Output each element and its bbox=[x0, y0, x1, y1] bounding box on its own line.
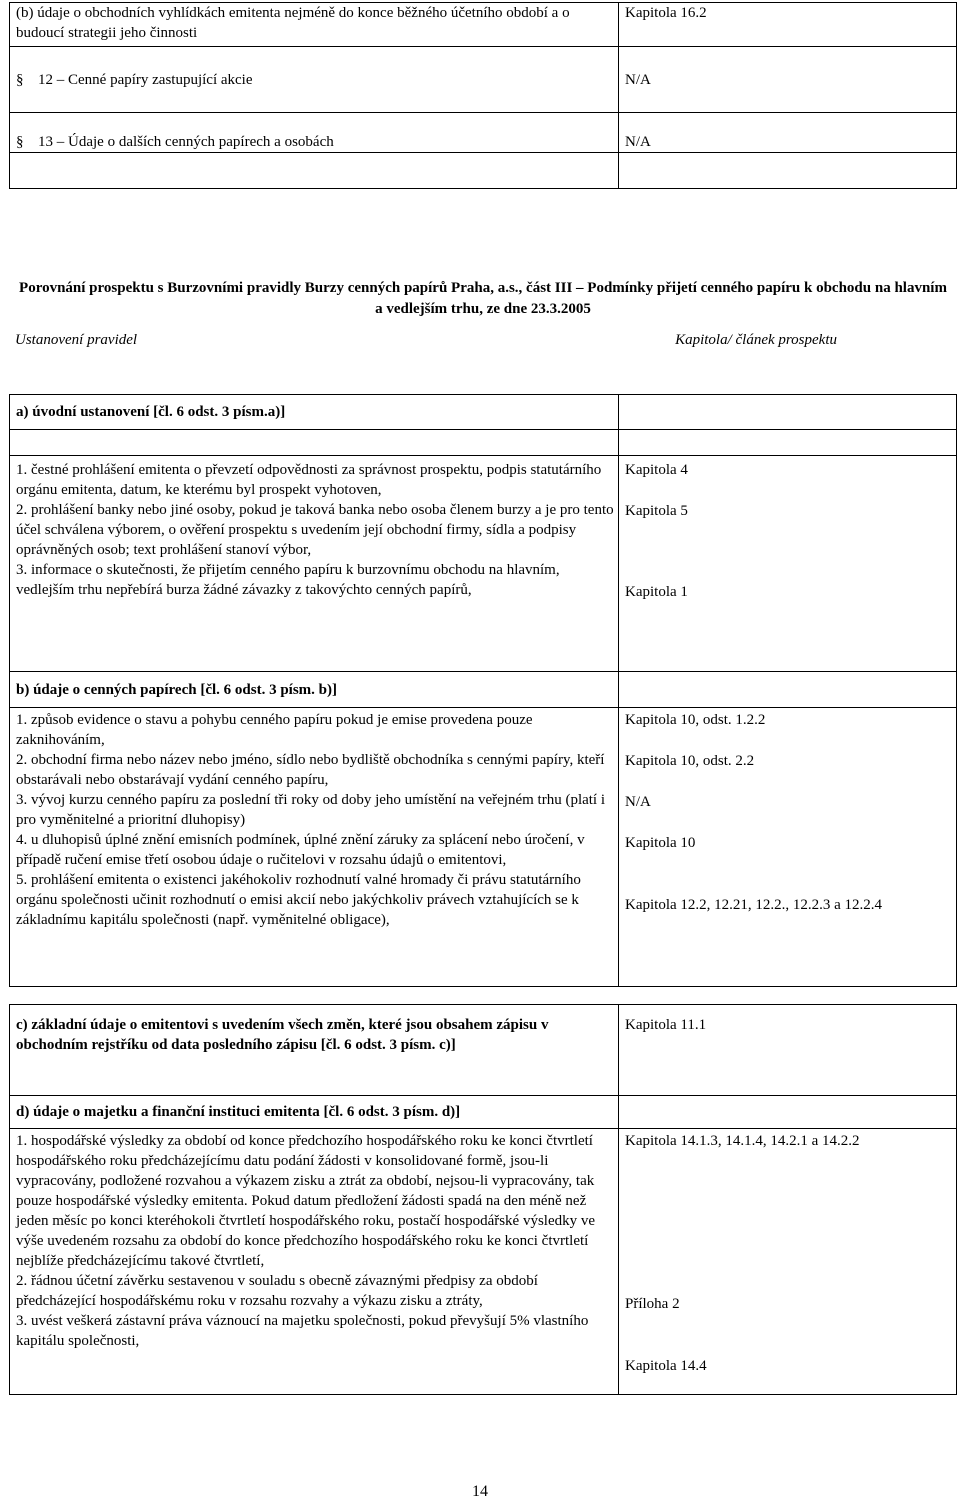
section-heading: b) údaje o cenných papírech [čl. 6 odst. 3 písm. b)] bbox=[10, 672, 619, 708]
empty-cell bbox=[619, 430, 957, 456]
empty-cell bbox=[619, 395, 957, 430]
row-ref: Kapitola 16.2 bbox=[619, 3, 957, 47]
item-text: 4. u dluhopisů úplné znění emisních podmínek, úplné znění záruky za splácení nebo úročení, v případě ručení emise třetí osobou údaje o ručitelovi v rozsahu údajů o emitentovi, bbox=[16, 832, 585, 868]
item-ref: Kapitola 1 bbox=[625, 584, 688, 600]
item-ref: Kapitola 12.2, 12.21, 12.2., 12.2.3 a 12.2.4 bbox=[625, 897, 883, 913]
col-left-header: Ustanovení pravidel bbox=[15, 332, 138, 348]
item-text: 2. obchodní firma nebo název nebo jméno, sídlo nebo bydliště obchodníka s cennými papíry, kteří obstarávali nebo obstarávají vydání cenného papíru, bbox=[16, 752, 605, 788]
table-row bbox=[10, 708, 957, 987]
section-sign: § bbox=[16, 134, 24, 150]
table-row bbox=[10, 456, 957, 672]
item-ref: N/A bbox=[625, 794, 651, 810]
table-row bbox=[10, 153, 957, 189]
item-text: 1. čestné prohlášení emitenta o převzetí odpovědnosti za správnost prospektu, podpis statutárního orgánu emitenta, datum, ke kterému byl prospekt vyhotoven, bbox=[16, 462, 602, 498]
section-heading: a) úvodní ustanovení [čl. 6 odst. 3 písm.a)] bbox=[10, 395, 619, 430]
table-row bbox=[10, 3, 957, 47]
col-right-header: Kapitola/ článek prospektu bbox=[675, 332, 837, 348]
section-refs bbox=[619, 708, 957, 987]
table-row bbox=[10, 672, 957, 708]
row-text bbox=[10, 113, 619, 153]
section-heading: d) údaje o majetku a finanční instituci emitenta [čl. 6 odst. 3 písm. d)] bbox=[10, 1096, 619, 1129]
row-label: 13 – Údaje o dalších cenných papírech a osobách bbox=[38, 134, 334, 150]
row-ref: N/A bbox=[619, 113, 957, 153]
sections-table-cd bbox=[9, 1004, 957, 1395]
page-number: 14 bbox=[472, 1483, 488, 1500]
item-text: 1. způsob evidence o stavu a pohybu cenného papíru pokud je emise provedena pouze zaknihováním, bbox=[16, 712, 533, 748]
item-ref: Příloha 2 bbox=[625, 1296, 680, 1312]
item-ref: Kapitola 10, odst. 1.2.2 bbox=[625, 712, 766, 728]
item-text: 2. prohlášení banky nebo jiné osoby, pokud je taková banka nebo osoba členem burzy a je pro tento účel schválena výborem, o ověření prospektu s uvedením její obchodní firmy, sídla a podpisy oprávněných osob; text prohlášení stanoví výbor, bbox=[16, 502, 614, 558]
top-table bbox=[9, 2, 957, 189]
section-sign: § bbox=[16, 71, 24, 88]
section-heading: c) základní údaje o emitentovi s uvedením všech změn, které jsou obsahem zápisu v obchodním rejstříku od data posledního zápisu [čl. 6 odst. 3 písm. c)] bbox=[10, 1005, 619, 1096]
empty-cell bbox=[10, 430, 619, 456]
item-text: 3. uvést veškerá zástavní práva váznoucí na majetku společnosti, pokud převyšují 5% vlastního kapitálu společnosti, bbox=[16, 1313, 589, 1349]
empty-cell bbox=[10, 153, 619, 189]
table-row bbox=[10, 430, 957, 456]
item-text: 2. řádnou účetní závěrku sestavenou v souladu s obecně závaznými předpisy za období předcházející hospodářskému roku v rozsahu rozvahy a výkazu zisku a ztráty, bbox=[16, 1273, 538, 1309]
empty-cell bbox=[619, 153, 957, 189]
column-headers bbox=[9, 330, 957, 350]
item-text: 3. vývoj kurzu cenného papíru za poslední tři roky od doby jeho umístění na veřejném trhu (platí i pro vyměnitelné a prioritní dluhopisy) bbox=[16, 792, 606, 828]
item-ref: Kapitola 11.1 bbox=[619, 1005, 957, 1096]
section-refs bbox=[619, 456, 957, 672]
table-row bbox=[10, 1129, 957, 1395]
row-ref: N/A bbox=[619, 47, 957, 113]
section-items bbox=[10, 708, 619, 987]
empty-cell bbox=[619, 1096, 957, 1129]
empty-cell bbox=[619, 672, 957, 708]
table-row bbox=[10, 1005, 957, 1096]
section-items bbox=[10, 456, 619, 672]
item-ref: Kapitola 10 bbox=[625, 835, 696, 851]
table-row bbox=[10, 47, 957, 113]
item-text: 3. informace o skutečnosti, že přijetím cenného papíru k burzovnímu obchodu na hlavním, vedlejším trhu nepřebírá burza žádné závazky z takovýchto cenných papírů, bbox=[16, 562, 560, 598]
item-ref: Kapitola 10, odst. 2.2 bbox=[625, 753, 755, 769]
row-label: 12 – Cenné papíry zastupující akcie bbox=[38, 71, 253, 88]
section-items bbox=[10, 1129, 619, 1395]
row-text bbox=[10, 47, 619, 113]
comparison-header bbox=[9, 270, 957, 350]
table-row bbox=[10, 395, 957, 430]
comparison-title: Porovnání prospektu s Burzovními pravidly Burzy cenných papírů Praha, a.s., část III – Podmínky přijetí cenného papíru k obchodu na hlavním a vedlejším trhu, ze dne 23.3.2005 bbox=[19, 280, 947, 317]
section-refs bbox=[619, 1129, 957, 1395]
table-row bbox=[10, 1096, 957, 1129]
table-row bbox=[10, 113, 957, 153]
item-ref: Kapitola 5 bbox=[625, 503, 688, 519]
item-ref: Kapitola 14.1.3, 14.1.4, 14.2.1 a 14.2.2 bbox=[625, 1133, 860, 1149]
item-ref: Kapitola 4 bbox=[625, 462, 688, 478]
item-text: 1. hospodářské výsledky za období od konce předchozího hospodářského roku ke konci čtvrtletí hospodářského roku předcházejícímu datu podání žádosti v konsolidované formě, jsou-li vypracovány, podložené rozvahou a výkazem zisku a ztrát za období, nejsou-li vypracovány, tak pouze hospodářské výsledky emitenta. Pokud datum předložení žádosti spadá na den méně než jeden měsíc po konci kteréhokoli čtvrtletí hospodářského roku, postačí hospodářské výsledky ve výše uvedeném rozsahu za období do konce předchozího hospodářského roku ke konci čtvrtletí nejblíže předcházejícímu takové čtvrtletí, bbox=[16, 1133, 596, 1269]
item-ref: Kapitola 14.4 bbox=[625, 1358, 707, 1374]
sections-table-ab bbox=[9, 394, 957, 987]
row-text: (b) údaje o obchodních vyhlídkách emitenta nejméně do konce běžného účetního období a o budoucí strategii jeho činnosti bbox=[10, 3, 619, 47]
item-text: 5. prohlášení emitenta o existenci jakéhokoliv rozhodnutí valné hromady či právu statutárního orgánu společnosti učinit rozhodnutí o emisi akcií nebo jakýchkoliv právech vztahujících se k základnímu kapitálu společnosti (např. vyměnitelné obligace), bbox=[16, 872, 581, 928]
